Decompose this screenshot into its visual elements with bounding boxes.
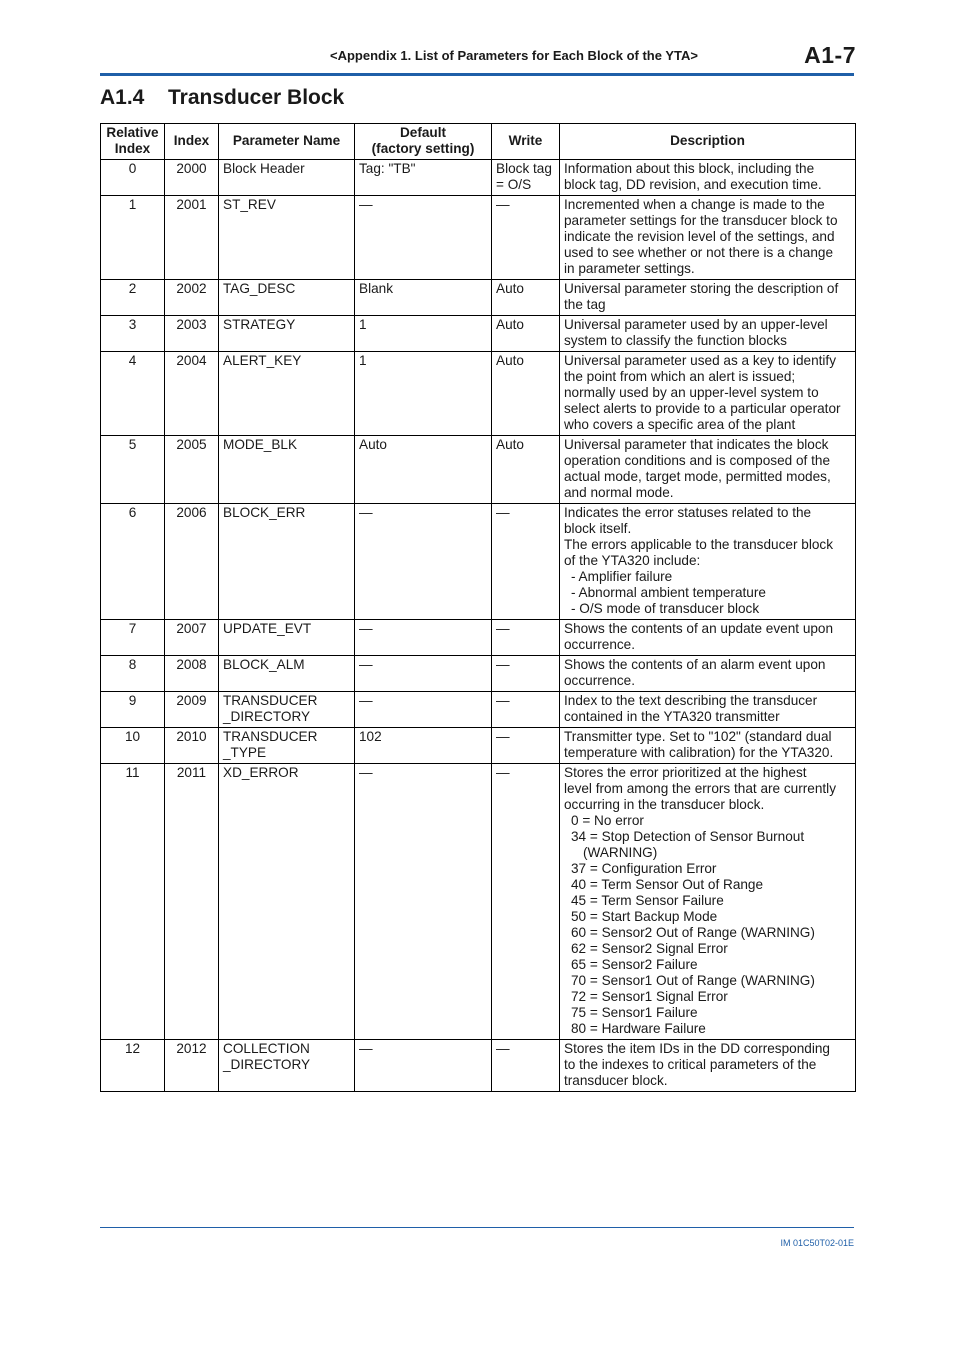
write-cell-line: = O/S	[496, 177, 532, 192]
section-title	[100, 86, 344, 110]
description-cell	[560, 160, 856, 196]
index-cell: 2008	[165, 656, 219, 692]
description-cell-line: Incremented when a change is made to the	[564, 197, 825, 212]
write-cell	[492, 436, 560, 504]
relative-index-cell: 9	[101, 692, 165, 728]
index-cell: 2000	[165, 160, 219, 196]
column-header-index	[165, 124, 219, 160]
parameter-name-cell-line: UPDATE_EVT	[223, 621, 312, 636]
write-cell-line: —	[496, 621, 510, 636]
parameter-name-cell-line: BLOCK_ALM	[223, 657, 305, 672]
default-cell: Auto	[355, 436, 492, 504]
index-cell: 2002	[165, 280, 219, 316]
description-cell	[560, 764, 856, 1040]
description-cell-line: occurrence.	[564, 637, 636, 652]
description-cell	[560, 196, 856, 280]
write-cell	[492, 316, 560, 352]
parameter-name-cell	[219, 656, 355, 692]
description-cell-line: indicate the revision level of the settings, and	[564, 229, 835, 244]
table-row	[101, 436, 856, 504]
description-cell-line: 45 = Term Sensor Failure	[571, 893, 724, 908]
description-cell	[560, 728, 856, 764]
index-cell: 2009	[165, 692, 219, 728]
write-cell	[492, 352, 560, 436]
table-row	[101, 620, 856, 656]
description-cell-line: level from among the errors that are currently	[564, 781, 836, 796]
relative-index-cell: 10	[101, 728, 165, 764]
relative-index-cell: 11	[101, 764, 165, 1040]
write-cell	[492, 728, 560, 764]
description-cell-line: 34 = Stop Detection of Sensor Burnout	[571, 829, 805, 844]
description-cell-line: 50 = Start Backup Mode	[571, 909, 718, 924]
write-cell-line: Block tag	[496, 161, 552, 176]
description-cell-line: Stores the item IDs in the DD corresponding	[564, 1041, 830, 1056]
column-header-line: (factory setting)	[371, 141, 475, 156]
relative-index-cell: 8	[101, 656, 165, 692]
index-cell: 2007	[165, 620, 219, 656]
parameter-name-cell	[219, 620, 355, 656]
description-cell-line: Index to the text describing the transducer	[564, 693, 818, 708]
table-row	[101, 764, 856, 1040]
description-cell-line: Universal parameter that indicates the block	[564, 437, 829, 452]
default-cell: Blank	[355, 280, 492, 316]
description-cell-line: actual mode, target mode, permitted modes,	[564, 469, 831, 484]
relative-index-cell: 4	[101, 352, 165, 436]
description-cell-line: Stores the error prioritized at the highest	[564, 765, 807, 780]
description-cell-line: to the indexes to critical parameters of the	[564, 1057, 817, 1072]
section-heading: Transducer Block	[168, 86, 345, 109]
default-cell: —	[355, 692, 492, 728]
write-cell-line: —	[496, 765, 510, 780]
write-cell	[492, 196, 560, 280]
parameter-name-cell	[219, 728, 355, 764]
description-cell-line: 60 = Sensor2 Out of Range (WARNING)	[571, 925, 815, 940]
relative-index-cell: 1	[101, 196, 165, 280]
write-cell-line: —	[496, 657, 510, 672]
column-header-line: Index	[114, 141, 151, 156]
parameter-name-cell	[219, 1040, 355, 1092]
description-cell	[560, 620, 856, 656]
description-cell-line: 0 = No error	[571, 813, 644, 828]
index-cell: 2005	[165, 436, 219, 504]
write-cell	[492, 504, 560, 620]
write-cell-line: —	[496, 1041, 510, 1056]
relative-index-cell: 2	[101, 280, 165, 316]
write-cell-line: —	[496, 693, 510, 708]
default-cell: —	[355, 196, 492, 280]
description-cell-line: Universal parameter used as a key to identify	[564, 353, 837, 368]
description-cell-line: 75 = Sensor1 Failure	[571, 1005, 698, 1020]
index-cell: 2003	[165, 316, 219, 352]
description-cell-line: Universal parameter used by an upper-level	[564, 317, 828, 332]
table-header	[101, 124, 856, 160]
parameter-name-cell-line: ST_REV	[223, 197, 276, 212]
description-cell-line: block tag, DD revision, and execution time.	[564, 177, 822, 192]
description-cell-line: 70 = Sensor1 Out of Range (WARNING)	[571, 973, 815, 988]
description-cell	[560, 280, 856, 316]
table-body	[101, 160, 856, 1092]
index-cell: 2011	[165, 764, 219, 1040]
column-header-line: Parameter Name	[232, 133, 341, 148]
description-cell	[560, 436, 856, 504]
column-header-description	[560, 124, 856, 160]
description-cell-line: 65 = Sensor2 Failure	[571, 957, 698, 972]
index-cell: 2012	[165, 1040, 219, 1092]
description-cell-line: parameter settings for the transducer block to	[564, 213, 838, 228]
column-header-write	[492, 124, 560, 160]
footer-rule	[100, 1227, 854, 1228]
description-cell-line: block itself.	[564, 521, 632, 536]
write-cell	[492, 620, 560, 656]
table-row	[101, 692, 856, 728]
default-cell: —	[355, 1040, 492, 1092]
index-cell: 2001	[165, 196, 219, 280]
parameter-name-cell	[219, 280, 355, 316]
description-cell-line: Universal parameter storing the description of	[564, 281, 839, 296]
parameter-name-cell	[219, 316, 355, 352]
parameter-name-cell-line: BLOCK_ERR	[223, 505, 306, 520]
description-cell	[560, 656, 856, 692]
write-cell	[492, 1040, 560, 1092]
table-row	[101, 160, 856, 196]
description-cell-line: Shows the contents of an update event upon	[564, 621, 834, 636]
description-cell-line: 37 = Configuration Error	[571, 861, 717, 876]
relative-index-cell: 3	[101, 316, 165, 352]
description-cell-line: - Amplifier failure	[571, 569, 673, 584]
parameter-name-cell-line: ALERT_KEY	[223, 353, 302, 368]
write-cell-line: Auto	[496, 317, 524, 332]
write-cell	[492, 692, 560, 728]
parameter-name-cell-line: TRANSDUCER	[223, 729, 318, 744]
relative-index-cell: 0	[101, 160, 165, 196]
parameter-name-cell-line: STRATEGY	[223, 317, 296, 332]
default-cell: —	[355, 620, 492, 656]
parameter-name-cell-line: TRANSDUCER	[223, 693, 318, 708]
description-cell-line: - O/S mode of transducer block	[571, 601, 760, 616]
parameter-name-cell-line: TAG_DESC	[223, 281, 296, 296]
table-row	[101, 504, 856, 620]
description-cell-line: the point from which an alert is issued;	[564, 369, 796, 384]
section-number: A1.4	[100, 86, 145, 109]
parameter-name-cell-line: COLLECTION	[223, 1041, 310, 1056]
description-cell-line: occurrence.	[564, 673, 636, 688]
header-rule	[100, 73, 854, 76]
parameter-name-cell-line: _DIRECTORY	[223, 1057, 311, 1072]
description-cell-line: Information about this block, including the	[564, 161, 815, 176]
default-cell: —	[355, 764, 492, 1040]
header-row	[101, 124, 856, 160]
description-cell-line: 40 = Term Sensor Out of Range	[571, 877, 764, 892]
description-cell-line: system to classify the function blocks	[564, 333, 787, 348]
description-cell-line: - Abnormal ambient temperature	[571, 585, 766, 600]
parameter-table	[100, 123, 856, 1092]
description-cell-line: Indicates the error statuses related to the	[564, 505, 812, 520]
parameter-name-cell-line: MODE_BLK	[223, 437, 298, 452]
description-cell-line: transducer block.	[564, 1073, 668, 1088]
table-row	[101, 280, 856, 316]
column-header-line: Index	[173, 133, 210, 148]
write-cell-line: —	[496, 505, 510, 520]
write-cell	[492, 764, 560, 1040]
description-cell-line: temperature with calibration) for the YTA320.	[564, 745, 834, 760]
parameter-name-cell-line: XD_ERROR	[223, 765, 299, 780]
parameter-name-cell	[219, 196, 355, 280]
description-cell-line: operation conditions and is composed of the	[564, 453, 831, 468]
description-cell	[560, 1040, 856, 1092]
description-cell	[560, 504, 856, 620]
write-cell-line: Auto	[496, 281, 524, 296]
default-cell: 102	[355, 728, 492, 764]
write-cell-line: —	[496, 197, 510, 212]
default-cell: 1	[355, 316, 492, 352]
table-row	[101, 316, 856, 352]
description-cell-line: 72 = Sensor1 Signal Error	[571, 989, 728, 1004]
default-cell: —	[355, 504, 492, 620]
description-cell-line: 80 = Hardware Failure	[571, 1021, 706, 1036]
description-cell	[560, 692, 856, 728]
description-cell-line: The errors applicable to the transducer block	[564, 537, 833, 552]
table-row	[101, 1040, 856, 1092]
write-cell-line: Auto	[496, 437, 524, 452]
description-cell-line: and normal mode.	[564, 485, 674, 500]
description-cell-line: of the YTA320 include:	[564, 553, 701, 568]
column-header-default	[355, 124, 492, 160]
parameter-name-cell	[219, 436, 355, 504]
parameter-name-cell	[219, 352, 355, 436]
parameter-name-cell-line: _TYPE	[223, 745, 267, 760]
relative-index-cell: 7	[101, 620, 165, 656]
relative-index-cell: 6	[101, 504, 165, 620]
description-cell-line: used to see whether or not there is a change	[564, 245, 834, 260]
parameter-name-cell	[219, 764, 355, 1040]
index-cell: 2010	[165, 728, 219, 764]
running-header: <Appendix 1. List of Parameters for Each Block of the YTA>	[330, 48, 698, 63]
table-row	[101, 196, 856, 280]
description-cell-line: normally used by an upper-level system to	[564, 385, 819, 400]
index-cell: 2004	[165, 352, 219, 436]
description-cell	[560, 316, 856, 352]
document-id: IM 01C50T02-01E	[780, 1238, 854, 1248]
description-cell-line: Shows the contents of an alarm event upon	[564, 657, 826, 672]
parameter-name-cell-line: _DIRECTORY	[223, 709, 311, 724]
parameter-name-cell	[219, 504, 355, 620]
description-cell-line: (WARNING)	[583, 845, 658, 860]
default-cell: —	[355, 656, 492, 692]
description-cell-line: select alerts to provide to a particular operator	[564, 401, 841, 416]
description-cell-line: 62 = Sensor2 Signal Error	[571, 941, 728, 956]
parameter-name-cell	[219, 692, 355, 728]
table-row	[101, 352, 856, 436]
write-cell	[492, 656, 560, 692]
column-header-line: Write	[508, 133, 543, 148]
column-header-parameter-name	[219, 124, 355, 160]
page-number: A1-7	[804, 42, 856, 68]
parameter-name-cell-line: Block Header	[223, 161, 305, 176]
write-cell-line: Auto	[496, 353, 524, 368]
relative-index-cell: 5	[101, 436, 165, 504]
description-cell-line: in parameter settings.	[564, 261, 695, 276]
write-cell	[492, 160, 560, 196]
write-cell	[492, 280, 560, 316]
description-cell-line: occurring in the transducer block.	[564, 797, 765, 812]
table-row	[101, 656, 856, 692]
description-cell-line: the tag	[564, 297, 606, 312]
column-header-line: Description	[670, 133, 745, 148]
description-cell-line: who covers a specific area of the plant	[564, 417, 796, 432]
parameter-name-cell	[219, 160, 355, 196]
table-row	[101, 728, 856, 764]
column-header-line: Relative	[106, 125, 159, 140]
column-header-relative-index	[101, 124, 165, 160]
column-header-line: Default	[399, 125, 447, 140]
description-cell-line: contained in the YTA320 transmitter	[564, 709, 780, 724]
default-cell: Tag: "TB"	[355, 160, 492, 196]
index-cell: 2006	[165, 504, 219, 620]
write-cell-line: —	[496, 729, 510, 744]
relative-index-cell: 12	[101, 1040, 165, 1092]
description-cell	[560, 352, 856, 436]
default-cell: 1	[355, 352, 492, 436]
description-cell-line: Transmitter type. Set to "102" (standard dual	[564, 729, 832, 744]
